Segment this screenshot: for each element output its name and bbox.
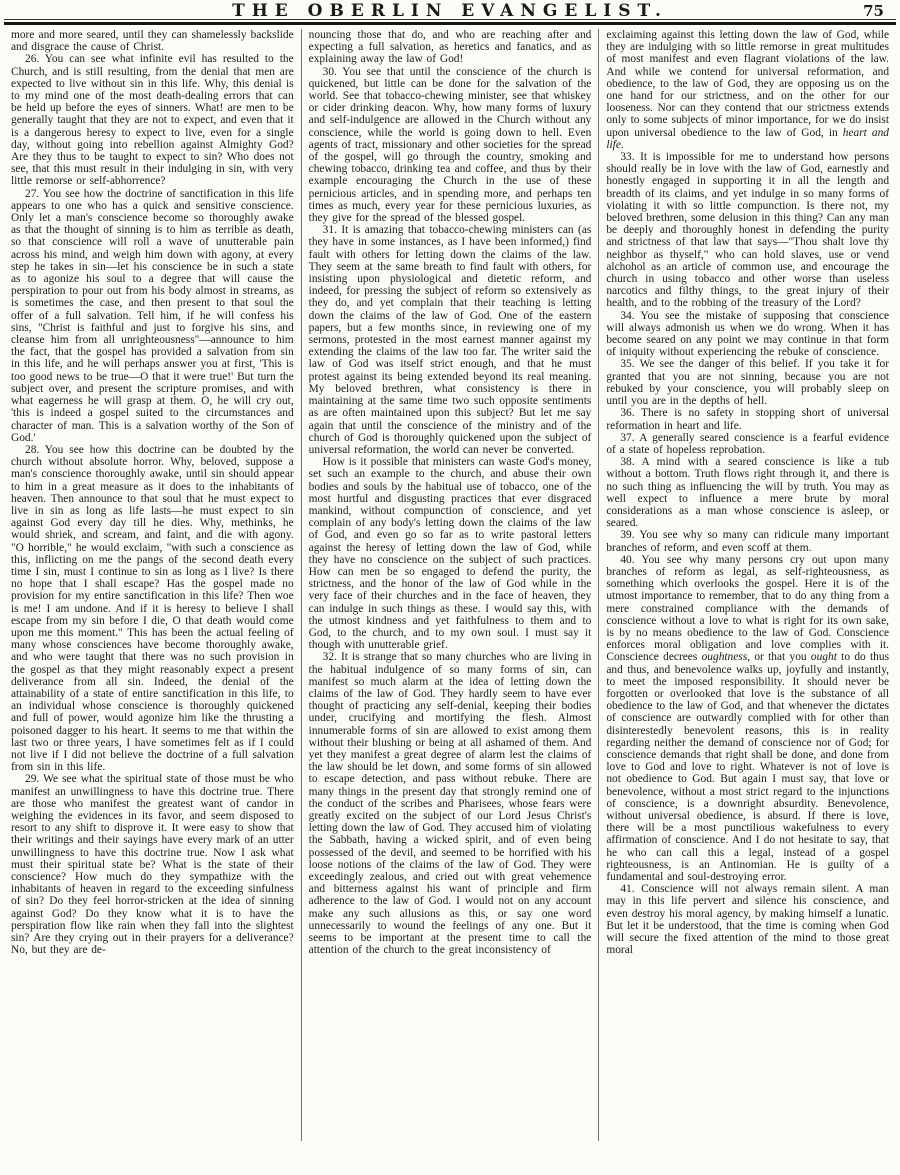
paragraph: How is it possible that ministers can waste God's money, set such an example to the church, and abuse their own bodies and souls by the habitual use of tobacco, one of the most hurtful and disgusting practices that ever disgraced mankind, without compunction of conscience, and yet complain of any body's letting down the claims of the law of God, and even go so far as to write pastoral letters against the heresy of letting down the law of God, while they have no conscience on the subject of such practices. How can men be so engaged to defend the purity, the strictness, and the honor of the law of God while in the very face of their churches and in the face of heaven, they can indulge in such things as these. I would say this, with the utmost kindness and yet faithfulness to them and to God, to the church, and to my own soul. I must say it though with unutterable grief. <box>308 456 592 652</box>
paragraph: 41. Conscience will not always remain silent. A man may in this life pervert and silence his conscience, and even destroy his moral agency, by making himself a lunatic. But let it be understood, that the time is coming when God will secure the fixed attention of the mind to those great moral <box>606 883 890 957</box>
page-number: 75 <box>863 2 884 20</box>
column-3 <box>599 29 896 1145</box>
paragraph: 33. It is impossible for me to understand how persons should really be in love with the law of God, earnestly and honestly engaged in supporting it in all the length and breadth of its claims, and yet indulge in so many forms of violating it with so little compunction. Is there not, my beloved brethren, some delusion in this thing? Can any man be deeply and thoroughly honest in defending the purity and strictness of that law that says—"Thou shalt love thy neighbor as thyself," who can hold slaves, use or vend alchohol as an article of common use, and encourage the church in using tobacco and other worse than useless narcotics and filthy things, to the great injury of their health, and to the robbing of the treasury of the Lord? <box>606 151 890 310</box>
paragraph: 31. It is amazing that tobacco-chewing ministers can (as they have in some instances, as I have been informed,) find fault with others for letting down the claims of the law. They seem at the same breath to find fault with others, for insisting upon physiological and dietetic reform, and indeed, for pressing the subject of reform so extensively as they do, and yet complain that their teaching is letting down the claims of the law of God. One of the eastern papers, but a few months since, in reviewing one of my sermons, protested in the most earnest manner against my extending the claims of the law too far. The writer said the law of God was itself strict enough, and that he must protest against its being extended beyond its real meaning. My beloved brethren, what consistency is there in maintaining at the same time two such opposite sentiments as are often maintained upon this subject? But let me say again that until the conscience of the ministry and of the church of God is thoroughly quickened upon the subject of universal reformation, the world can never be converted. <box>308 224 592 456</box>
paragraph: 39. You see why so many can ridicule many important branches of reform, and even scoff at them. <box>606 529 890 554</box>
paragraph: 35. We see the danger of this belief. If you take it for granted that you are not sinning, because you are not rebuked by your conscience, you will probably sleep on until you are in the depths of hell. <box>606 358 890 408</box>
paragraph: 37. A generally seared conscience is a fearful evidence of a state of hopeless reprobation. <box>606 431 890 456</box>
paragraph: exclaiming against this letting down the law of God, while they are indulging with so little remorse in great multitudes of most manifest and even flagrant violations of the law. And while we contend for universal reformation, and obedience, to the law of God, they are opposing us on the one hand for our strictness, and on the other for our looseness. Nor can they contend that our strictness extends only to some subjects of minor importance, for we do insist upon universal obedience to the law of God, in heart and life. <box>606 29 890 151</box>
paragraph: 34. You see the mistake of supposing that conscience will always admonish us when we do wrong. When it has become seared on any point we may continue in that form of iniquity without experiencing the rebuke of conscience. <box>606 309 890 359</box>
paragraph: 40. You see why many persons cry out upon many branches of reform as legal, as self-righteousness, as something which overlooks the gospel. Here it is of the utmost importance to remember, that to do any thing from a mere constrained compliance with the demands of conscience without a love to what is right for its own sake, is by no means obedience to the law of God. Conscience enforces moral obligation and love complies with it. Conscience decrees oughtness, or that you ought to do thus and thus, and benevolence walks up, joyfully and instantly, to meet the imposed responsibility. It should never be forgotten or overlooked that love is the substance of all obedience to the law of God, and that whenever the dictates of conscience are outwardly complied with for other than disinterestedly benevolent reasons, this is in reality regarding neither the demand of conscience nor of God; for conscience demands that right shall be done, and done from love to God and love to right. Whatever is not of love is not obedience to God. But again I must say, that love or benevolence, without a most strict regard to the injunctions of conscience, is a downright absurdity. Benevolence, without universal obedience, is absurd. If there is love, there will be a most punctilious wakefulness to every affirmation of conscience. And I do not hesitate to say, that he who can call this a legal, instead of a gospel righteousness, is an Antinomian. He is guilty of a fundamental and soul-destroying error. <box>606 553 890 884</box>
masthead-title: THE OBERLIN EVANGELIST. <box>232 1 668 21</box>
column-1 <box>4 29 301 1145</box>
paragraph: 30. You see that until the conscience of the church is quickened, but little can be done for the salvation of the world. See that tobacco-chewing minister, see that whiskey or cider drinking deacon. Why, how many forms of luxury and self-indulgence are allowed in the Church without any conscience, while the world is going down to hell. Even agents of tract, missionary and other societies for the spread of the gospel, will go through the country, smoking and chewing tobacco, drinking tea and coffee, and thus by their example encouraging the Church in the use of these pernicious articles, and in spending more, and perhaps ten times as much, every year for these pernicious luxuries, as they give for the spread of the blessed gospel. <box>308 65 592 225</box>
paragraph: 32. It is strange that so many churches who are living in the habitual indulgence of so many forms of sin, can manifest so much alarm at the idea of letting down the claims of the law of God. They hardly seem to have ever thought of practicing any self-denial, keeping their bodies under, crucifying and mortifying the flesh. Almost innumerable forms of sin are allowed to exist among them without their blushing or being at all ashamed of them. And yet they manifest a great degree of alarm lest the claims of the law should be let down, and some forms of sin allowed to escape detection, and pass without rebuke. There are many things in the present day that strongly remind one of the conduct of the scribes and Pharisees, whose fears were greatly excited on the subject of our Lord Jesus Christ's letting down the law of God. They accused him of violating the Sabbath, having a wicked spirit, and of even being possessed of the devil, and seemed to be horrified with his loose notions of the claims of the law of God. They were exceedingly zealous, and cried out with great vehemence and bitterness against his want of principle and firm adherence to the law of God. I would not on any account make any such allusions as this, or say one word unnecessarily to wound the feelings of any one. But it seems to be important at the present time to call the attention of the church to the great inconsistency of <box>308 651 592 957</box>
paragraph: nouncing those that do, and who are reaching after and expecting a full salvation, as heretics and fanatics, and as explaining away the law of God! <box>308 29 592 66</box>
paragraph: 29. We see what the spiritual state of those must be who manifest an unwillingness to have this doctrine true. There are those who manifest the greatest want of candor in weighing the evidences in its favor, and seem disposed to resort to any shift to disprove it. It were easy to show that their writings and their sayings have every mark of an utter unwillingness to have this doctrine true. Now I ask what must their spiritual state be? What is the state of their conscience? How much do they sympathize with the inhabitants of heaven in regard to the exceeding sinfulness of sin? Do they feel horror-stricken at the idea of sinning against God? Do they know what it is to have the perspiration flow like rain when they fall into the slightest sin? Are they crying out in their prayers for a deliverance? No, but they are de- <box>11 773 294 957</box>
paragraph: 36. There is no safety in stopping short of universal reformation in heart and life. <box>606 407 890 432</box>
masthead-rule <box>4 19 896 27</box>
paragraph: 26. You can see what infinite evil has resulted to the Church, and is still resulting, from the denial that men are expected to live without sin in this life. Why, this denial is to my mind one of the most death-dealing errors that can be held up before the eyes of sinners. What! are men to be generally taught that they are not to expect, and even that it is a dangerous heresy to expect to live, even for a single day, without going into rebellion against Almighty God? Are they thus to be taught to expect to sin? Who does not see, that this must result in their indulging in sin, with very little remorse or self-abhorrence? <box>11 53 294 188</box>
paragraph: more and more seared, until they can shamelessly backslide and disgrace the cause of Christ. <box>11 29 294 54</box>
paragraph: 38. A mind with a seared conscience is like a tub without a bottom. Truth flows right through it, and there is no such thing as influencing the will by truth. You may as well expect to influence a mere brute by moral considerations as a man whose conscience is asleep, or seared. <box>606 456 890 530</box>
paragraph: 27. You see how the doctrine of sanctification in this life appears to one who has a quick and sensitive conscience. Only let a man's conscience become so thoroughly awake as that the thought of sinning is to him as terrible as death, so that conscience will roll a wave of unutterable pain across his mind, and weigh him down with agony, at every step he takes in sin—let his conscience be in such a state as to agonize his soul to a degree that will cause the perspiration to pour out from his body almost in streams, as is sometimes the case, and then present to that soul the offer of a full salvation. Tell him, if he will confess his sins, "Christ is faithful and just to forgive his sins, and cleanse him from all unrighteousness"—announce to him the fact, that the gospel has provided a salvation from sin in this life, and he will perhaps answer you at first, 'This is too good news to be true—O that it were true!' But turn the subject over, and present the scripture promises, and with what eagerness he will grasp at them. O, he will cry out, 'this is indeed a gospel suited to the circumstances and character of man. This is a salvation worthy of the Son of God.' <box>11 187 294 444</box>
article-columns <box>4 29 896 1145</box>
paragraph: 28. You see how this doctrine can be doubted by the church without absolute horror. Why, beloved, suppose a man's conscience thoroughly awake, until sin should appear to him in a great measure as it does to the inhabitants of heaven. Then announce to that soul that he must expect to live in sin as long as life lasts—he must expect to sin against God every day till he dies. Why, methinks, he would shriek, and scream, and faint, and die with agony. "O horrible," he would exclaim, "with such a conscience as this, inflicting on me the pangs of the second death every time I sin, must I continue to sin as long as I live? Is there no hope that I shall escape? Has the gospel made no provision for my entire sanctification in this life? Then woe is me! I am undone. And if it is heresy to believe I shall escape from my sin before I die, O that death would come upon me this moment." This has been the actual feeling of many whose consciences have become thoroughly awake, and who were taught that there was no such provision in the gospel as that they might reasonably expect a present deliverance from all sin. Indeed, the denial of the attainability of a state of entire sanctification in this life, to an individual whose conscience is thoroughly quickened and full of power, would agonize him like the thrusting a poisoned dagger to his heart. It seems to me that within the last two or three years, I have sometimes felt as if I could not live if I did not believe the doctrine of a full salvation from sin in this life. <box>11 443 294 774</box>
masthead <box>0 0 900 20</box>
column-2 <box>302 29 599 1145</box>
